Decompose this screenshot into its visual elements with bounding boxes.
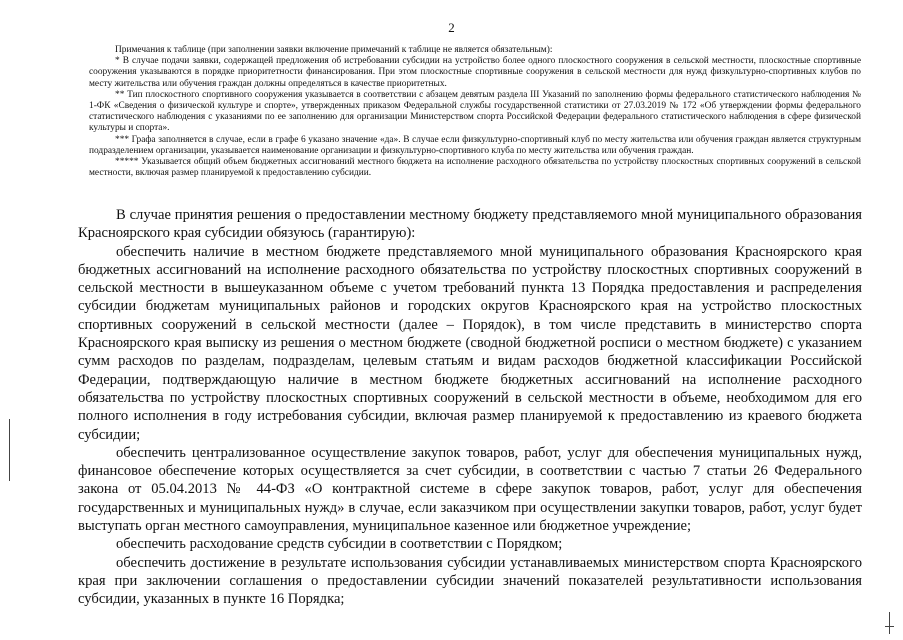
note-single-asterisk: * В случае подачи заявки, содержащей предложения об истребовании субсидии на устройство более одного плоскостного сооружения в сельской местности, плоскостные спортивные сооружения указываются в порядке приоритетности финансирования. При этом плоскостные спортивные сооружения в сельской местности для нужд физкультурно-спортивных клубов по месту жительства или обучения граждан должны определяться в качестве приоритетных. <box>89 56 861 89</box>
scan-corner-mark <box>884 612 896 634</box>
paragraph-budget-allocations: обеспечить наличие в местном бюджете представляемого мной муниципального образования Красноярского края бюджетных ассигнований на исполнение расходного обязательства по устройству плоскостных спортивных сооружений в сельской местности в вышеуказанном объеме с учетом требований пункта 13 Порядка предоставления и распределения субсидии бюджетам муниципальных районов и городских округов Красноярского края на устройство плоскостных спортивных сооружений в сельской местности (далее – Порядок), в том числе представить в министерство спорта Красноярского края выписку из решения о местном бюджете (сводной бюджетной росписи о местном бюджете) с указанием сумм расходов по разделам, подразделам, целевым статьям и видам расходов бюджетной классификации Российской Федерации, подтверждающую наличие в местном бюджете бюджетных ассигнований на исполнение расходного обязательства по устройству плоскостных спортивных сооружений в сельской местности в объеме, необходимом для его полного исполнения в году истребования субсидии, включая размер планируемой к предоставлению из краевого бюджета субсидии; <box>78 243 862 443</box>
note-triple-asterisk: *** Графа заполняется в случае, если в графе 6 указано значение «да». В случае если физкультурно-спортивный клуб по месту жительства или обучения граждан является структурным подразделением организации, указывается наименование организации и физкультурно-спортивного клуба по месту жительства или обучения граждан. <box>89 134 861 156</box>
paragraph-performance-indicators: обеспечить достижение в результате использования субсидии устанавливаемых министерством спорта Красноярского края при заключении соглашения о предоставлении субсидии значений показателей результативности использования субсидии, указанных в пункте 16 Порядка; <box>78 554 862 608</box>
page-number: 2 <box>448 20 455 35</box>
corner-mark-tick <box>885 626 894 627</box>
main-text <box>78 206 862 609</box>
scan-margin-mark <box>9 419 10 481</box>
note-double-asterisk: ** Тип плоскостного спортивного сооружения указывается в соответствии с абзацем девятым раздела III Указаний по заполнению формы федерального статистического наблюдения № 1-ФК «Сведения о физической культуре и спорте», утвержденных приказом Федеральной службы государственной статистики от 27.03.2019 № 172 «Об утверждении формы федерального статистического наблюдения с указаниями по ее заполнению для организации Министерством спорта Российской Федерации федерального статистического наблюдения в сфере физической культуры и спорта». <box>89 89 861 134</box>
notes-heading: Примечания к таблице (при заполнении заявки включение примечаний к таблице не является обязательным): <box>115 45 553 55</box>
corner-mark-bar <box>889 612 890 634</box>
table-notes <box>89 45 861 179</box>
paragraph-subsidy-spending: обеспечить расходование средств субсидии в соответствии с Порядком; <box>116 536 563 553</box>
paragraph-obligation-intro: В случае принятия решения о предоставлении местному бюджету представляемого мной муниципального образования Красноярского края субсидии обязуюсь (гарантирую): <box>78 207 862 242</box>
note-five-asterisk: ***** Указывается общий объем бюджетных ассигнований местного бюджета на исполнение расходного обязательства по устройству плоскостных спортивных сооружений в сельской местности, включая размер планируемой к предоставлению субсидии. <box>89 157 861 179</box>
paragraph-centralized-procurement: обеспечить централизованное осуществление закупок товаров, работ, услуг для обеспечения муниципальных нужд, финансовое обеспечение которых осуществляется за счет субсидии, в соответствии с частью 7 статьи 26 Федерального закона от 05.04.2013 № 44-ФЗ «О контрактной системе в сфере закупок товаров, работ, услуг для обеспечения государственных и муниципальных нужд» в случае, если заказчиком при осуществлении закупки товаров, работ, услуг будет выступать орган местного самоуправления, муниципальное казенное или бюджетное учреждение; <box>78 444 862 535</box>
